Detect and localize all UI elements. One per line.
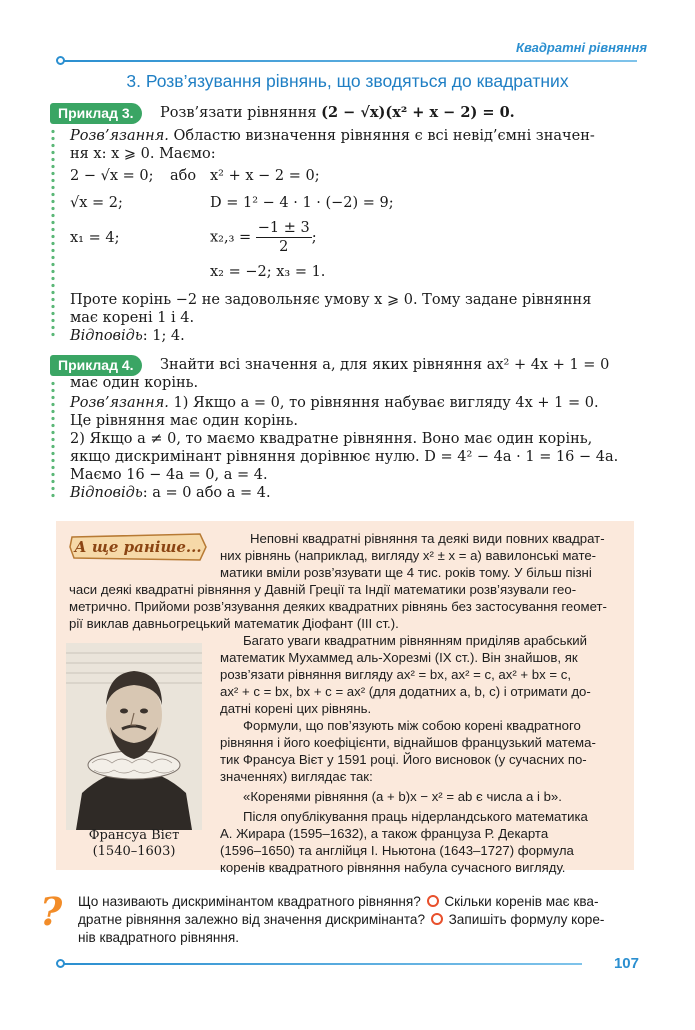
example4-task-line1: Знайти всі значення a, для яких рівняння ax² + 4x + 1 = 0: [160, 357, 610, 373]
example3-task-text: Розв’язати рівняння: [160, 105, 317, 121]
history-p2-l1: Багато уваги квадратним рівнянням приділяв арабський: [243, 633, 588, 648]
example4-dotline: [51, 380, 55, 498]
footer-rule: [62, 963, 582, 965]
header-rule-dot: [56, 56, 65, 65]
example3-right-eq3: x₂,₃ = $\frac{-1 \pm 3}{2}$ ;: [210, 220, 317, 255]
portrait-caption-name: Франсуа Вієт: [88, 828, 180, 843]
history-p1-l6: рії виклав давньогрецький математик Діофант (III ст.).: [69, 616, 399, 631]
history-p2-l3: розв’язати рівняння вигляду ax² = bx, ax² = c, ax² + bx = c,: [220, 667, 571, 682]
example3-conclusion2: має корені 1 і 4.: [70, 310, 195, 326]
history-p1-l2: них рівнянь (наприклад, вигляду x² ± x = a) вавилонські мате-: [220, 548, 597, 563]
history-banner: [68, 531, 208, 563]
page-number: 107: [613, 955, 639, 972]
example3-right-eq2: D = 1² − 4 · 1 · (−2) = 9;: [210, 195, 394, 211]
example3-conclusion1: Проте корінь −2 не задовольняє умову x ⩾ 0. Тому задане рівняння: [70, 292, 592, 308]
history-p3-l2: рівняння і його коефіцієнти, віднайшов французький матема-: [220, 735, 596, 750]
history-p1-l1: Неповні квадратні рівняння та деякі види повних квадрат-: [250, 531, 605, 546]
history-p3-l4: значеннях) виглядає так:: [220, 769, 373, 784]
chapter-header: Квадратні рівняння: [515, 40, 647, 55]
example3-dotline: [51, 128, 55, 338]
example3-left-eq2: √x = 2;: [70, 195, 123, 211]
example4-solution-line1: Розв’язання. 1) Якщо a = 0, то рівняння набуває вигляду 4x + 1 = 0.: [70, 395, 599, 411]
example4-solution-line5: Маємо 16 − 4a = 0, a = 4.: [70, 467, 268, 483]
history-p1-l3: матики вміли розв’язувати ще 4 тис. років тому. У більш пізні: [220, 565, 592, 580]
example4-task-line2: має один корінь.: [70, 375, 199, 391]
fraction: $\frac{-1 \pm 3}{2}$: [257, 220, 310, 255]
example3-answer: Відповідь: 1; 4.: [70, 328, 185, 344]
history-p4-l3: (1596–1650) та англійця І. Ньютона (1643–1727) формула: [220, 843, 574, 858]
bullet-ring-icon: [431, 913, 443, 925]
example4-solution-line2: Це рівняння має один корінь.: [70, 413, 298, 429]
history-p3-l3: тик Франсуа Вієт у 1591 році. Його висновок (у сучасних по-: [220, 752, 587, 767]
example3-right-eq4: x₂ = −2; x₃ = 1.: [210, 264, 326, 280]
question-mark-icon: ?: [40, 889, 63, 934]
history-p3-l1: Формули, що пов’язують між собою корені квадратного: [243, 718, 581, 733]
section-title: 3. Розв’язування рівнянь, що зводяться до квадратних: [126, 71, 569, 91]
example4-solution-line3: 2) Якщо a ≠ 0, то маємо квадратне рівняння. Воно має один корінь,: [70, 431, 593, 447]
example4-answer: Відповідь: a = 0 або a = 4.: [70, 485, 271, 501]
history-quote: «Коренями рівняння (a + b)x − x² = ab є числа a і b».: [243, 789, 562, 804]
example3-solution-line2: ня x: x ⩾ 0. Маємо:: [70, 146, 216, 162]
history-p2-l2: математик Мухаммед аль-Хорезмі (IX ст.). Він знайшов, як: [220, 650, 578, 665]
example3-task: [160, 104, 515, 122]
example4-solution-line4: якщо дискримінант рівняння дорівнює нулю. D = 4² − 4a · 1 = 16 − 4a.: [70, 449, 619, 465]
example3-solution-line1: Розв’язання. Областю визначення рівняння є всі невід’ємні значен-: [70, 128, 595, 144]
question-line3: нів квадратного рівняння.: [78, 930, 239, 945]
history-p2-l4: ax² + c = bx, bx + c = ax² (для додатних a, b, c) і отримати до-: [220, 684, 591, 699]
history-p4-l4: коренів квадратного рівняння набула сучасного вигляду.: [220, 860, 566, 875]
history-p1-l4: часи деякі квадратні рівняння у Давній Греції та Індії математики розв’язували гео-: [69, 582, 577, 597]
example3-or: або: [170, 168, 197, 184]
question-line2: дратне рівняння залежно від значення дискримінанта? Запишіть формулу коре-: [78, 912, 605, 927]
example3-solution-label: Розв’язання.: [70, 128, 169, 144]
history-banner-text: А ще раніше...: [74, 538, 202, 556]
example3-left-eq3: x₁ = 4;: [70, 230, 120, 246]
portrait-image: [66, 643, 202, 830]
question-line1: Що називають дискримінантом квадратного рівняння? Скільки коренів має ква-: [78, 894, 599, 909]
example3-left-eq1: 2 − √x = 0;: [70, 168, 154, 184]
history-p4-l2: А. Жирара (1595–1632), а також француза Р. Декарта: [220, 826, 549, 841]
header-rule: [62, 60, 637, 62]
example3-right-eq1: x² + x − 2 = 0;: [210, 168, 320, 184]
history-p1-l5: метрично. Прийоми розв’язування деяких квадратних рівнянь без застосування геомет-: [69, 599, 607, 614]
portrait-caption-years: (1540–1603): [92, 844, 176, 859]
bullet-ring-icon: [427, 895, 439, 907]
portrait-caption: [66, 828, 202, 860]
history-p2-l5: датні корені цих рівнянь.: [220, 701, 372, 716]
example3-badge: Приклад 3.: [50, 103, 142, 124]
footer-rule-dot: [56, 959, 65, 968]
example3-task-eq: (2 − √x)(x² + x − 2) = 0.: [321, 104, 515, 121]
example4-badge: Приклад 4.: [50, 355, 142, 376]
history-p4-l1: Після опублікування праць нідерландського математика: [243, 809, 588, 824]
